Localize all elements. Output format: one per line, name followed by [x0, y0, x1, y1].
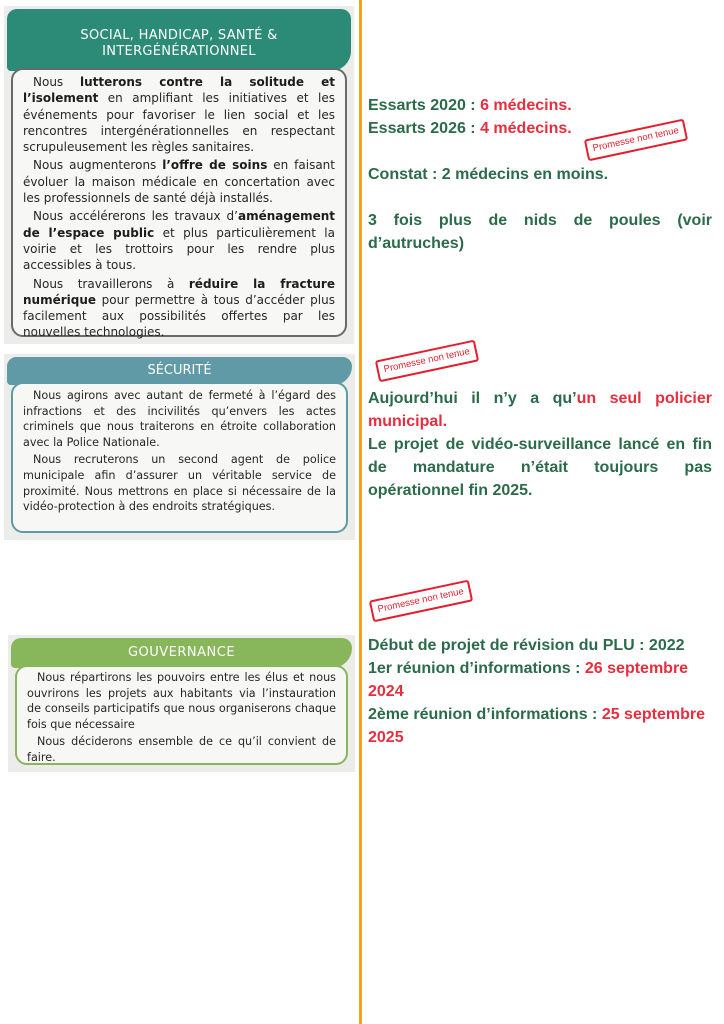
text-run: en amplifiant les initiatives et les événements pour favoriser le lien social et les rencontres intergénérationnelles en respectant scrupuleusement les règles sanitaires. [23, 91, 335, 155]
social-paragraph-4 [13, 276, 345, 341]
text-run: Nous [33, 75, 80, 89]
social-paragraph-2 [13, 157, 345, 206]
social-card-body [11, 68, 347, 340]
first-meeting-line [368, 657, 712, 703]
text-run: en faisant évoluer la maison médicale en concertation avec les professionnels de santé déjà installés. [23, 158, 335, 206]
plu-line: Début de projet de révision du PLU : 2022 [368, 637, 685, 654]
second-meeting-line [368, 703, 712, 749]
roads-line: 3 fois plus de nids de poules (voir d’autruches) [368, 212, 712, 252]
securite-card [4, 354, 355, 540]
promise-not-kept-stamp: Promesse non tenue [375, 340, 479, 383]
bold-run: l’offre de soins [162, 158, 268, 173]
social-title-line1: SOCIAL, HANDICAP, SANTÉ & [80, 28, 278, 43]
gouvernance-paragraph-1: Nous répartirons les pouvoirs entre les élus et nous ouvrirons les projets aux habitants via l’instauration de conseils participatifs que nous organiserons chaque fois que nécessaire [27, 671, 336, 731]
gouvernance-card-header: GOUVERNANCE [11, 638, 352, 668]
gouvernance-paragraph-2: Nous déciderons ensemble de ce qu’il convient de faire. [27, 735, 336, 764]
text-run: Nous travaillerons à [33, 276, 189, 291]
line-value: 25 septembre 2025 [368, 706, 705, 746]
gouvernance-card [8, 635, 355, 772]
text-run: et plus particulièrement la voirie et les trottoirs pour les rendre plus accessibles à tous. [23, 225, 335, 273]
social-paragraph-3 [13, 208, 345, 273]
gouvernance-card-body [15, 665, 348, 765]
social-title-line2: INTERGÉNÉRATIONNEL [102, 44, 256, 59]
social-card [4, 6, 354, 344]
policier-line [368, 387, 712, 433]
text-run: Nous augmenterons [33, 158, 163, 173]
social-card-header [7, 9, 351, 71]
line-value: 26 septembre 2024 [368, 660, 689, 700]
line-label: 1er réunion d’informations : [368, 660, 585, 677]
securite-paragraph-1: Nous agirons avec autant de fermeté à l’égard des infractions et des incivilités qu’envers les actes criminels que nous traiterons en étroite collaboration avec la Police Nationale. [23, 389, 336, 449]
bold-run: réduire la fracture numérique [23, 276, 335, 307]
line-label: Essarts 2020 : [368, 97, 481, 114]
text-run: pour permettre à tous d’accéder plus facilement aux possibilités offertes par les nouvelles technologies. [23, 292, 335, 340]
securite-commentary [368, 387, 712, 502]
securite-paragraph-2: Nous recruterons un second agent de police municipale afin d’assurer un véritable service de proximité. Nous mettrons en place si nécessaire de la vidéo-protection à des endroits stratégiques. [23, 453, 336, 514]
line-highlight: un seul policier municipal. [368, 390, 713, 430]
bold-run: lutterons contre la solitude et l’isolement [23, 75, 335, 106]
social-commentary [368, 94, 712, 255]
line-label: Essarts 2026 : [368, 120, 481, 137]
constat-line: Constat : 2 médecins en moins. [368, 166, 609, 183]
line-label: 2ème réunion d’informations : [368, 706, 602, 723]
securite-card-header: SÉCURITÉ [7, 357, 352, 385]
column-divider [359, 0, 362, 1024]
securite-card-body [11, 382, 348, 533]
promise-not-kept-stamp: Promesse non tenue [584, 119, 688, 162]
promise-not-kept-stamp: Promesse non tenue [369, 580, 473, 623]
line-text: Aujourd’hui il n’y a qu’ [368, 390, 577, 407]
video-surveillance-line: Le projet de vidéo-surveillance lancé en fin de mandature n’était toujours pas opérationnel fin 2025. [368, 436, 712, 499]
gouvernance-commentary [368, 634, 712, 749]
text-run: Nous accélérerons les travaux d’ [33, 209, 238, 224]
essarts-2020-line [368, 94, 712, 117]
bold-run: aménagement de l’espace public [23, 209, 335, 240]
line-value: 4 médecins. [480, 120, 572, 137]
line-value: 6 médecins. [480, 97, 572, 114]
social-paragraph-1 [13, 74, 345, 155]
